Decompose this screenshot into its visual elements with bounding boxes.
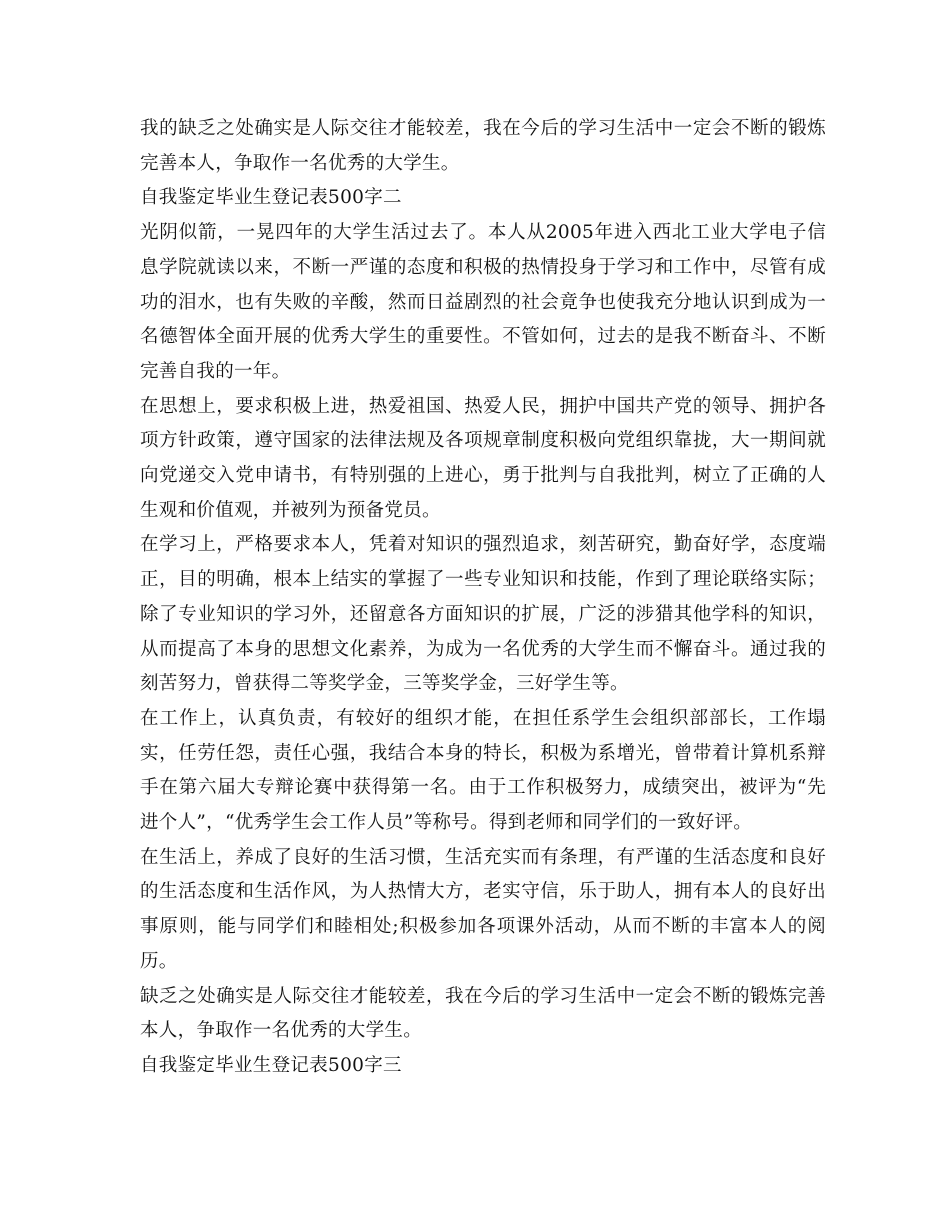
paragraph-life: 在生活上，养成了良好的生活习惯，生活充实而有条理，有严谨的生活态度和良好的生活态度和生活作风，为人热情大方，老实守信，乐于助人，拥有本人的良好出事原则，能与同学们和睦相处;积极参加各项课外活动，从而不断的丰富本人的阅历。	[140, 846, 826, 972]
paragraph-study: 在学习上，严格要求本人，凭着对知识的强烈追求，刻苦研究，勤奋好学，态度端正，目的明确，根本上结实的掌握了一些专业知识和技能，作到了理论联络实际；除了专业知识的学习外，还留意各方面知识的扩展，广泛的涉猎其他学科的知识，从而提高了本身的思想文化素养，为成为一名优秀的大学生而不懈奋斗。通过我的刻苦努力，曾获得二等奖学金，三等奖学金，三好学生等。	[140, 534, 826, 695]
paragraph-thought: 在思想上，要求积极上进，热爱祖国、热爱人民，拥护中国共产党的领导、拥护各项方针政策，遵守国家的法律法规及各项规章制度积极向党组织靠拢，大一期间就向党递交入党申请书，有特别强的上进心，勇于批判与自我批判，树立了正确的人生观和价值观，并被列为预备党员。	[140, 395, 826, 521]
paragraph-closing-1: 我的缺乏之处确实是人际交往才能较差，我在今后的学习生活中一定会不断的锻炼完善本人，争取作一名优秀的大学生。	[140, 118, 826, 174]
document-body	[140, 112, 826, 1084]
section-heading-3: 自我鉴定毕业生登记表500字三	[140, 1054, 402, 1076]
section-heading-2: 自我鉴定毕业生登记表500字二	[140, 187, 402, 209]
paragraph-work: 在工作上，认真负责，有较好的组织才能，在担任系学生会组织部部长，工作塌实，任劳任怨，责任心强，我结合本身的特长，积极为系增光，曾带着计算机系辩手在第六届大专辩论赛中获得第一名。由于工作积极努力，成绩突出，被评为“先进个人”，“优秀学生会工作人员”等称号。得到老师和同学们的一致好评。	[140, 707, 826, 834]
paragraph-closing-2: 缺乏之处确实是人际交往才能较差，我在今后的学习生活中一定会不断的锻炼完善本人，争取作一名优秀的大学生。	[140, 985, 826, 1042]
paragraph-intro: 光阴似箭，一晃四年的大学生活过去了。本人从2005年进入西北工业大学电子信息学院就读以来，不断一严谨的态度和积极的热情投身于学习和工作中，尽管有成功的泪水，也有失败的辛酸，然而日益剧烈的社会竟争也使我充分地认识到成为一名德智体全面开展的优秀大学生的重要性。不管如何，过去的是我不断奋斗、不断完善自我的一年。	[140, 222, 826, 382]
